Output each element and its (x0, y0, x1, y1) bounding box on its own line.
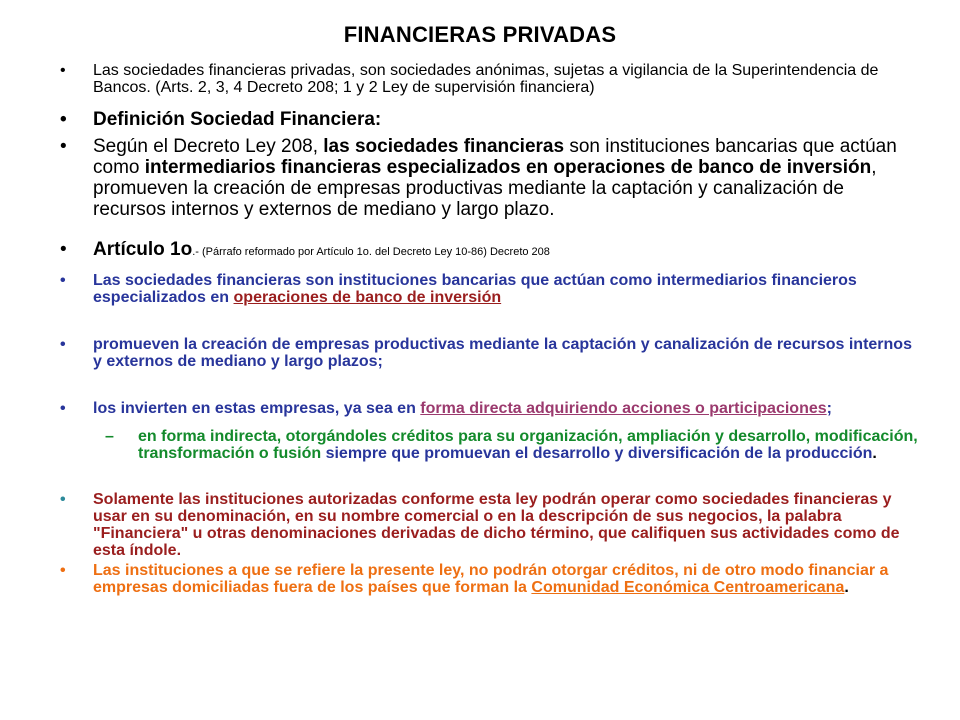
bullet-icon: • (60, 109, 67, 130)
invest-text: los invierten en estas empresas, ya sea en (93, 400, 421, 417)
bullet-institutions (60, 272, 920, 306)
sub-item-indirect (60, 428, 920, 462)
decree-bold-1: las sociedades financieras (323, 136, 565, 157)
bullet-definition-heading (60, 109, 920, 130)
bullet-icon: • (60, 239, 67, 260)
article-lead: Artículo 1o (93, 239, 193, 260)
authorized-text: Solamente las instituciones autorizadas conforme esta ley podrán operar como sociedades financieras y usar en su denominación, en su nombre comercial o en la descripción de sus negocios, la palabra "Financiera" u otras denominaciones derivadas de dicho término, que califiquen sus actividades como de esta índole. (93, 491, 900, 559)
indirect-end: . (872, 445, 877, 462)
decree-bold-2: intermediarios financieras especializados en operaciones de banco de inversión (144, 157, 872, 178)
bullet-icon: • (60, 272, 66, 289)
article-note: .- (Párrafo reformado por Artículo 1o. del Decreto Ley 10-86) Decreto 208 (192, 246, 550, 258)
bullet-article (60, 239, 920, 263)
bullet-icon: • (60, 136, 67, 157)
bullet-decree-definition (60, 136, 920, 220)
bullet-promote (60, 336, 920, 370)
indirect-text: en forma indirecta, otorgándoles créditos para su organización, ampliación y desarrollo, modificación, transformación o fusión (138, 428, 918, 462)
invest-end: ; (826, 400, 832, 417)
bullet-icon: • (60, 62, 66, 79)
bullet-authorized-only (60, 491, 920, 559)
institutions-text: Las sociedades financieras son instituciones bancarias que actúan como intermediarios financieros especializados en (93, 272, 857, 306)
indirect-condition: siempre que promuevan el desarrollo y diversificación de la producción (321, 445, 873, 462)
bullet-icon: • (60, 491, 66, 508)
bullet-invest (60, 400, 920, 417)
bullet-icon: • (60, 336, 66, 353)
investment-banking-link[interactable]: operaciones de banco de inversión (233, 289, 502, 306)
decree-text-2: son instituciones bancarias que actúan como (93, 136, 897, 178)
restriction-end: . (844, 579, 849, 596)
cec-link[interactable]: Comunidad Económica Centroamericana (531, 579, 845, 596)
direct-shares-link[interactable]: forma directa adquiriendo acciones o participaciones (420, 400, 827, 417)
bullet-icon: • (60, 400, 66, 417)
restriction-text: Las instituciones a que se refiere la presente ley, no podrán otorgar créditos, ni de otro modo financiar a empresas domiciliadas fuera de los países que forman la (93, 562, 889, 596)
definition-heading: Definición Sociedad Financiera: (93, 109, 382, 130)
bullet-icon: • (60, 562, 66, 579)
dash-icon: – (105, 428, 114, 445)
bullet-credit-restriction (60, 562, 920, 596)
page-title: FINANCIERAS PRIVADAS (343, 22, 617, 47)
content-list (60, 62, 920, 596)
decree-text-1: Según el Decreto Ley 208, (93, 136, 324, 157)
promote-text: promueven la creación de empresas productivas mediante la captación y canalización de recursos internos y externos de mediano y largo plazos; (93, 336, 912, 370)
decree-text-3: , promueven la creación de empresas productivas mediante la captación y canalización de recursos internos y externos de mediano y largo plazo. (93, 157, 877, 220)
intro-text: Las sociedades financieras privadas, son sociedades anónimas, sujetas a vigilancia de la Superintendencia de Bancos. (Arts. 2, 3, 4 Decreto 208; 1 y 2 Ley de supervisión financiera) (93, 62, 879, 96)
bullet-intro (60, 62, 920, 96)
